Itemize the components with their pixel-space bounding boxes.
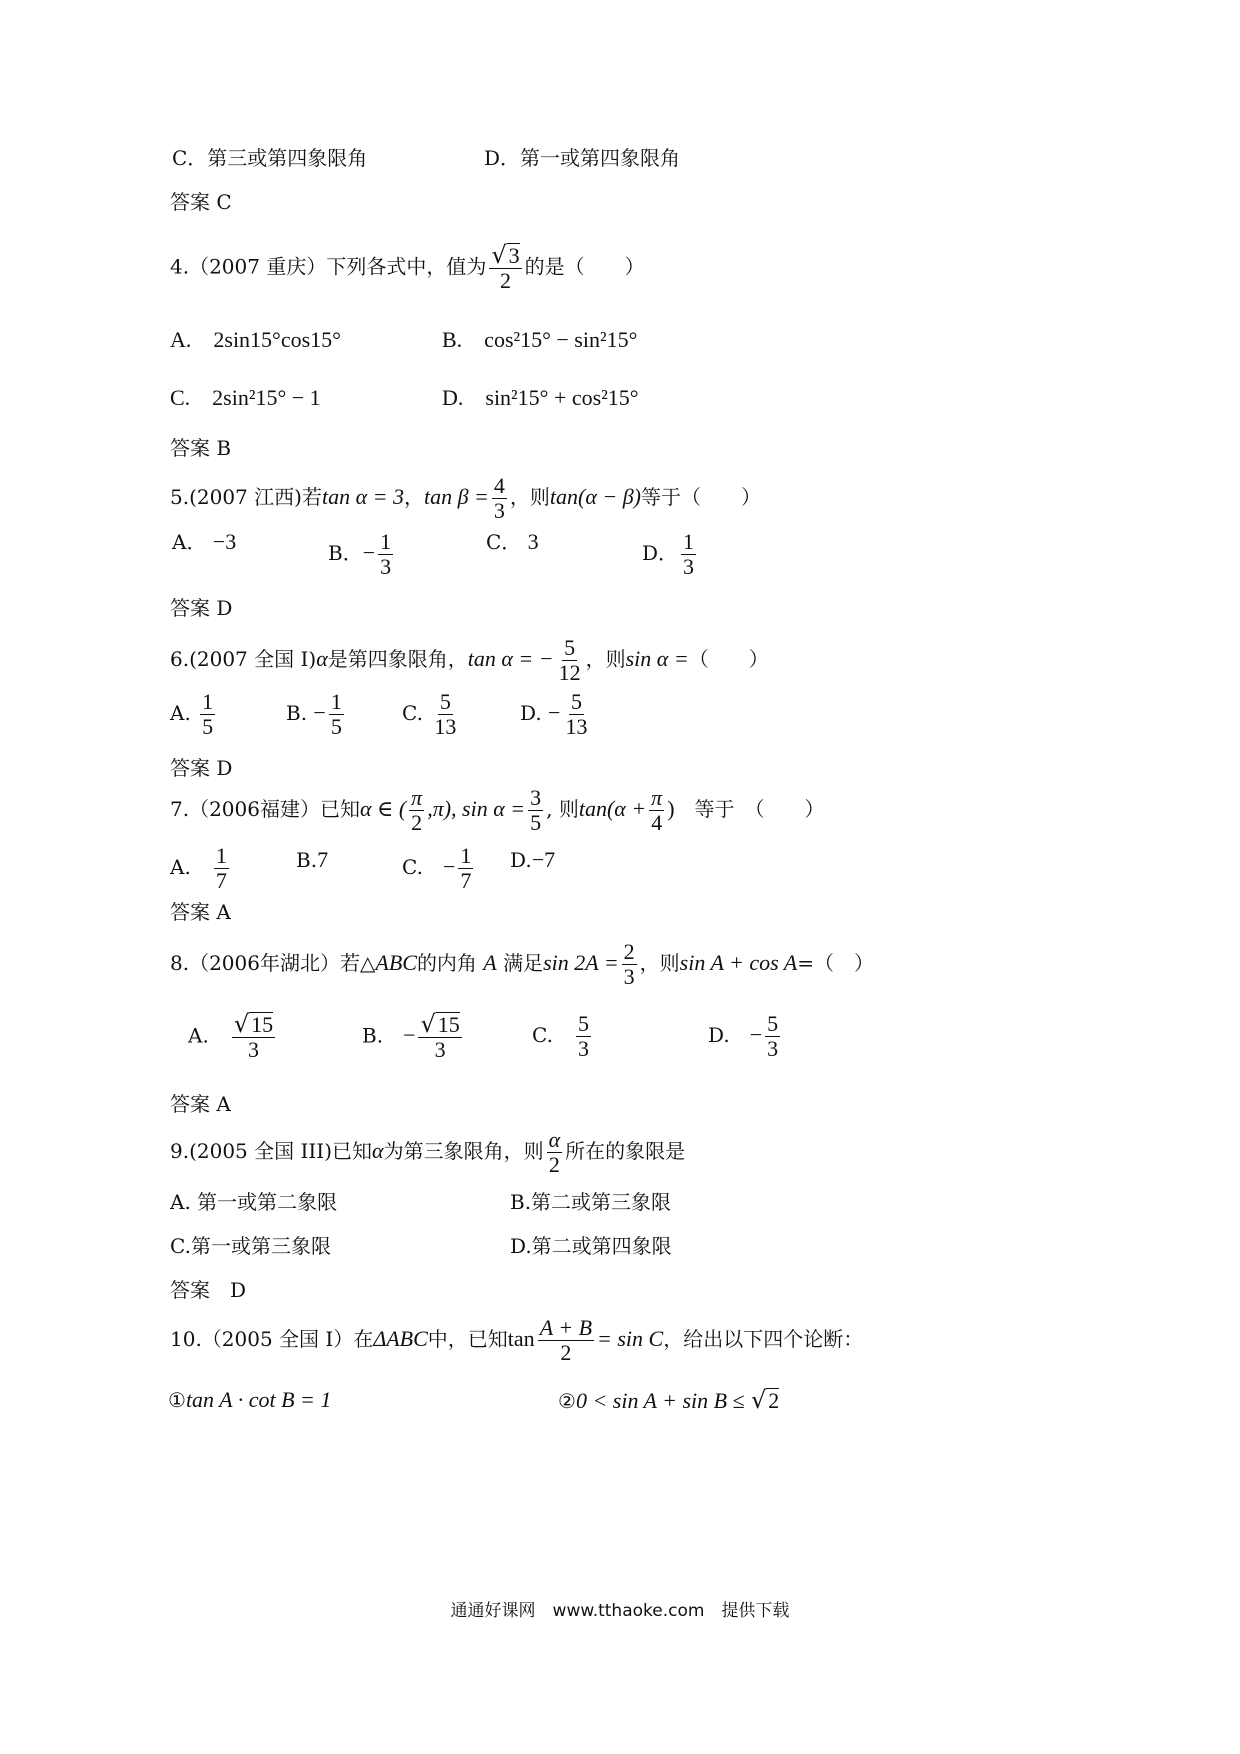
- q10-claim-1: [168, 1388, 331, 1412]
- q7-stem-b: , 则: [546, 797, 579, 821]
- q5-option-a-label: A．: [172, 530, 207, 554]
- q8-cond: sin 2A =: [543, 950, 619, 975]
- radical-sign: √: [751, 1386, 767, 1414]
- q10-cond-den: 2: [560, 1340, 572, 1365]
- q7-option-c: [402, 844, 476, 893]
- q4-frac-den: 2: [499, 268, 511, 293]
- q7-option-d: [510, 848, 555, 872]
- q5-option-d-frac: [681, 530, 696, 579]
- q5-stem: [170, 474, 761, 523]
- q7-cond-den2: 5: [530, 810, 542, 835]
- q6-option-d-num: 5: [570, 689, 582, 714]
- q8-option-d-num: 5: [767, 1011, 779, 1036]
- q8-stem-d: ，则: [639, 951, 680, 975]
- q9-option-a: A. 第一或第二象限: [170, 1190, 338, 1214]
- q10-stem-b: 中，已知: [427, 1327, 508, 1351]
- q5-option-b-den: 3: [380, 554, 392, 579]
- q7-option-a-frac: [214, 844, 229, 893]
- q5-stem-b: ，则: [509, 485, 550, 509]
- q7-answer: 答案 A: [170, 900, 231, 924]
- q8-stem-a: 8.（2006年湖北）若△: [170, 951, 376, 975]
- q10-cond-num: A + B: [539, 1315, 593, 1340]
- q5-cond2-num: 4: [493, 473, 505, 498]
- q7-stem: [170, 786, 825, 835]
- q6-option-b-sign: −: [313, 700, 326, 725]
- q10-triangle: ΔABC: [373, 1326, 428, 1351]
- q8-answer: 答案 A: [170, 1092, 231, 1116]
- q9-alpha: α: [372, 1138, 384, 1163]
- q6-option-d: [520, 690, 592, 739]
- q6-option-a-label: A.: [170, 701, 191, 725]
- q8-option-d-sign: −: [749, 1022, 763, 1047]
- q6-option-a-frac: [200, 690, 215, 739]
- q5-cond2: tan β =: [423, 484, 489, 509]
- q8-option-a: [188, 1012, 278, 1062]
- q4-option-c: C. 2sin²15° − 1: [170, 385, 321, 410]
- q6-cond: tan α = −: [467, 646, 554, 671]
- q6-cond-frac: [557, 636, 583, 685]
- q7-stem-c: 等于 （ ）: [694, 797, 825, 821]
- q7-expr-num: π: [651, 785, 663, 810]
- q5-stem-a: 5.(2007 江西)若: [170, 485, 322, 509]
- q9-frac: [547, 1128, 563, 1177]
- q6-option-a: [170, 690, 218, 739]
- q9-answer: 答案 D: [170, 1278, 247, 1302]
- q8-cond-num: 2: [623, 939, 635, 964]
- q10-cond-a: tan: [507, 1326, 535, 1351]
- q4-option-d: D. sin²15° + cos²15°: [442, 385, 639, 410]
- q8-abc: ABC: [375, 950, 417, 975]
- q5-cond2-den: 3: [493, 498, 505, 523]
- q8-option-b-sign: −: [403, 1022, 416, 1048]
- q4-option-b: B. cos²15° − sin²15°: [442, 327, 638, 352]
- q10-claim-2-text: 0 < sin A + sin B ≤: [575, 1388, 745, 1413]
- q10-claim-2-mark: ②: [558, 1389, 576, 1413]
- q9-frac-den: 2: [548, 1152, 560, 1177]
- q8-cond-frac: [622, 940, 637, 989]
- q9-option-d: D.第二或第四象限: [510, 1234, 672, 1258]
- q5-option-c-value: 3: [527, 529, 539, 554]
- q5-option-b-frac: [378, 530, 393, 579]
- q9-option-c: C.第一或第三象限: [170, 1234, 331, 1258]
- q7-cond-a: α ∈ (: [359, 796, 407, 821]
- q7-option-a-num: 1: [215, 843, 227, 868]
- q7-cond-den1: 2: [411, 810, 423, 835]
- q7-expr-den: 4: [651, 810, 663, 835]
- q7-option-d-label: D.: [510, 848, 532, 872]
- q8-cond-den: 3: [623, 964, 635, 989]
- q6-option-c-frac: [432, 690, 458, 739]
- q7-expr-frac: [649, 786, 664, 835]
- q5-sep: ，: [403, 485, 424, 509]
- page-footer: 通通好课网 www.tthaoke.com 提供下载: [450, 1601, 790, 1621]
- q8-option-d-den: 3: [767, 1036, 779, 1061]
- q4-stem: [170, 243, 645, 293]
- q10-claim-2-radicand: 2: [768, 1388, 780, 1413]
- q7-option-b: [296, 848, 328, 872]
- q8-option-a-frac: [232, 1012, 275, 1062]
- q8-option-a-den: 3: [247, 1037, 259, 1062]
- q9-option-b: B.第二或第三象限: [510, 1190, 672, 1214]
- q3-option-d: D．第一或第四象限角: [484, 146, 681, 170]
- q7-expr-b: ): [667, 796, 675, 821]
- q6-option-b-den: 5: [330, 714, 342, 739]
- q5-option-d-num: 1: [683, 529, 695, 554]
- q4-stem-a: 4.（2007 重庆）下列各式中，值为: [170, 254, 487, 279]
- radical-sign: √: [420, 1010, 436, 1038]
- q6-stem-a: 6.(2007 全国 I): [170, 647, 317, 671]
- q7-cond-frac2: [528, 786, 543, 835]
- q6-option-d-label: D.: [520, 701, 542, 725]
- q6-option-c-label: C.: [402, 701, 423, 725]
- q3-option-c: C．第三或第四象限角: [172, 146, 368, 170]
- q7-option-a-label: A.: [170, 855, 191, 879]
- q4-option-a: A. 2sin15°cos15°: [170, 327, 341, 352]
- q7-cond-num1: π: [411, 785, 423, 810]
- q6-stem-d: （ ）: [688, 647, 769, 671]
- q6-option-d-frac: [563, 690, 589, 739]
- q5-stem-c: 等于（ ）: [641, 485, 762, 509]
- q8-option-a-num: 15: [251, 1012, 274, 1037]
- q8-option-b-frac: [418, 1012, 461, 1062]
- q10-claim-2: [558, 1388, 779, 1413]
- q8-option-c: [532, 1012, 594, 1061]
- q6-option-a-den: 5: [202, 714, 214, 739]
- q8-stem-e: =（ ）: [797, 951, 874, 975]
- q10-stem-a: 10.（2005 全国 I）在: [170, 1327, 374, 1351]
- q7-option-a: [170, 844, 232, 893]
- q5-answer: 答案 D: [170, 596, 233, 620]
- q10-claim-1-text: tan A · cot B = 1: [185, 1387, 332, 1412]
- q4-answer: 答案 B: [170, 436, 232, 460]
- q6-option-b-label: B.: [286, 701, 308, 725]
- q7-stem-a: 7.（2006福建）已知: [170, 797, 360, 821]
- q5-option-a: [172, 530, 236, 554]
- q8-option-d-frac: [765, 1012, 780, 1061]
- q6-option-c-num: 5: [439, 689, 451, 714]
- q4-fraction: [489, 243, 521, 293]
- q8-option-b-num: 15: [437, 1012, 460, 1037]
- q8-stem-c: 满足: [503, 951, 544, 975]
- radical-sign: √: [233, 1010, 250, 1038]
- q8-option-c-num: 5: [577, 1011, 589, 1036]
- q4-frac-num: 3: [508, 243, 520, 268]
- q6-answer: 答案 D: [170, 756, 233, 780]
- q6-stem-b: 是第四象限角，: [327, 647, 468, 671]
- q6-alpha: α: [316, 646, 328, 671]
- q6-option-b-num: 1: [330, 689, 342, 714]
- q5-option-c: [486, 530, 539, 554]
- q5-cond1: tan α = 3: [321, 484, 404, 509]
- q8-option-c-label: C.: [532, 1023, 553, 1047]
- q8-option-d: [708, 1012, 783, 1061]
- q7-option-c-frac: [458, 844, 473, 893]
- q7-cond-num2: 3: [530, 785, 542, 810]
- q5-option-d: [642, 530, 699, 579]
- q5-option-b-label: B．: [328, 541, 363, 565]
- q8-option-b-label: B.: [362, 1023, 384, 1048]
- q6-option-c: [402, 690, 461, 739]
- q7-cond-frac1: [409, 786, 424, 835]
- q8-option-b: [362, 1012, 465, 1062]
- q6-option-b: [286, 690, 347, 739]
- q8-option-c-den: 3: [577, 1036, 589, 1061]
- q10-stem: [170, 1316, 863, 1365]
- q8-stem-b: 的内角: [416, 951, 477, 975]
- radical-sign: √: [491, 241, 507, 269]
- q8-stem: [170, 940, 874, 989]
- q6-cond-num: 5: [564, 635, 576, 660]
- q7-option-c-sign: −: [442, 854, 456, 879]
- q4-stem-b: 的是（ ）: [524, 254, 645, 279]
- q6-option-a-num: 1: [202, 689, 214, 714]
- q10-stem-c: ，给出以下四个论断：: [663, 1327, 864, 1351]
- q7-option-d-value: −7: [531, 847, 556, 872]
- q6-cond-den: 12: [558, 660, 581, 685]
- q5-expr: tan(α − β): [549, 484, 642, 509]
- q8-option-c-frac: [576, 1012, 591, 1061]
- q7-option-b-label: B.: [296, 848, 318, 872]
- q10-claim-1-mark: ①: [168, 1388, 186, 1412]
- q5-option-a-value: −3: [212, 529, 237, 554]
- q5-option-d-den: 3: [683, 554, 695, 579]
- q8-angle: A: [483, 950, 497, 975]
- q7-option-a-den: 7: [215, 868, 227, 893]
- q6-option-d-den: 13: [565, 714, 588, 739]
- q8-option-b-den: 3: [434, 1037, 446, 1062]
- q8-expr: sin A + cos A: [679, 950, 798, 975]
- q5-cond2-frac: [492, 474, 507, 523]
- q7-option-c-label: C.: [402, 855, 423, 879]
- q6-expr: sin α =: [625, 646, 689, 671]
- q6-option-c-den: 13: [434, 714, 457, 739]
- q5-option-d-label: D．: [642, 541, 679, 565]
- q6-option-d-sign: −: [548, 700, 561, 725]
- q6-stem: [170, 636, 769, 685]
- q9-stem-b: 为第三象限角，则: [383, 1139, 544, 1163]
- q7-option-c-den: 7: [460, 868, 472, 893]
- q5-option-b-sign: −: [362, 540, 376, 565]
- q5-option-b: [328, 530, 396, 579]
- q7-option-c-num: 1: [460, 843, 472, 868]
- q7-expr-a: tan(α +: [578, 796, 647, 821]
- q7-option-b-value: 7: [317, 847, 329, 872]
- q6-option-b-frac: [329, 690, 344, 739]
- q7-cond-b: ,π), sin α =: [427, 796, 526, 821]
- q5-option-b-num: 1: [380, 529, 392, 554]
- q10-cond-frac: [538, 1316, 594, 1365]
- q8-option-a-label: A.: [188, 1023, 209, 1048]
- q9-stem-c: 所在的象限是: [565, 1139, 686, 1163]
- q9-stem: [170, 1128, 685, 1177]
- q10-cond-b: = sin C: [597, 1326, 664, 1351]
- q8-option-d-label: D.: [708, 1023, 730, 1047]
- q5-option-c-label: C．: [486, 530, 522, 554]
- q9-stem-a: 9.(2005 全国 III)已知: [170, 1139, 373, 1163]
- q9-frac-num: α: [548, 1127, 561, 1152]
- q3-answer: 答案 C: [170, 190, 232, 214]
- q6-stem-c: ，则: [585, 647, 626, 671]
